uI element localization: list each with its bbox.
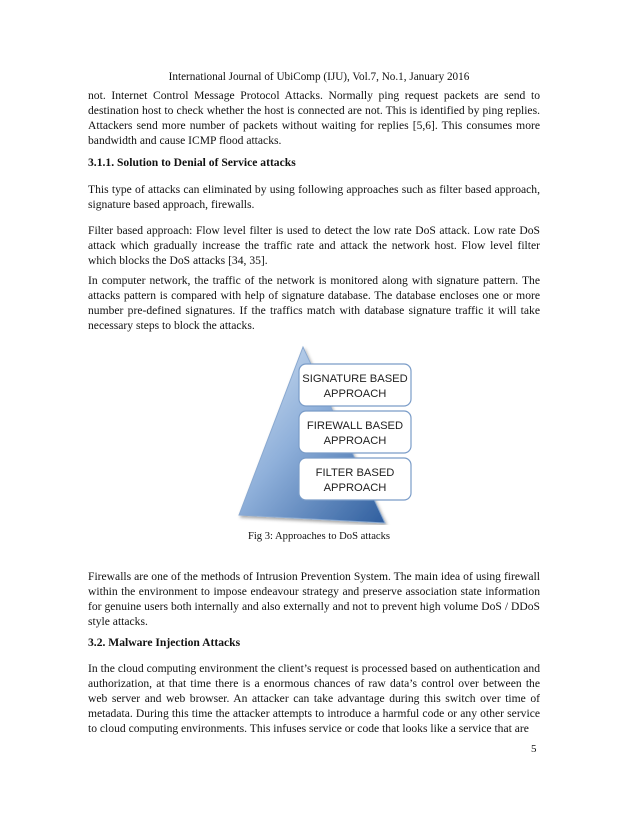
box-label-line2: APPROACH (323, 435, 387, 447)
paragraph-malware-injection: In the cloud computing environment the client’s request is processed based on authentication and authorization, at that time there is a enormous chances of raw data’s control over between the web server and web browser. An attacker can take advantage during this switch over time of metadata. During this time the attacker attempts to introduce a harmful code or any other service to cloud computing environments. This infuses service or code that looks like a service that are (88, 662, 540, 736)
paragraph-signature-approach: In computer network, the traffic of the network is monitored along with signature pattern. The attacks pattern is compared with help of signature database. The database encloses one or more number pre-defined signatures. If the traffics match with database signature traffic it will take necessary steps to block the attacks. (88, 274, 540, 333)
figure-caption: Fig 3: Approaches to DoS attacks (247, 531, 391, 542)
approach-box-filter (299, 458, 411, 500)
section-heading-3-1-1: 3.1.1. Solution to Denial of Service attacks (88, 156, 296, 169)
box-label-line1: SIGNATURE BASED (302, 373, 408, 385)
pyramid-diagram (235, 343, 420, 525)
paragraph-firewalls: Firewalls are one of the methods of Intrusion Prevention System. The main idea of using firewall within the environment to impose endeavour strategy and preserve association state information for genuine users both internally and also externally and not to prevent high volume DoS / DDoS style attacks. (88, 570, 540, 629)
figure-dos-approaches (235, 343, 420, 525)
approach-box-signature (299, 364, 411, 406)
approach-box-firewall (299, 411, 411, 453)
box-label-line1: FIREWALL BASED (306, 420, 404, 432)
running-header: International Journal of UbiComp (IJU), Vol.7, No.1, January 2016 (168, 71, 470, 83)
box-label-line2: APPROACH (323, 388, 387, 400)
paragraph-approaches: This type of attacks can eliminated by using following approaches such as filter based approach, signature based approach, firewalls. (88, 183, 540, 212)
paragraph-filter-approach: Filter based approach: Flow level filter is used to detect the low rate DoS attack. Low rate DoS attack which gradually increase the traffic rate and attack the network host. Flow level filter which blocks the DoS attacks [34, 35]. (88, 224, 540, 268)
paragraph-intro: not. Internet Control Message Protocol Attacks. Normally ping request packets are send to destination host to check whether the host is connected are not. This is identified by ping replies. Attackers send more number of packets without waiting for replies [5,6]. This consumes more bandwidth and cause ICMP flood attacks. (88, 89, 540, 148)
box-label-line1: FILTER BASED (315, 467, 395, 479)
page-number: 5 (531, 743, 537, 755)
box-label-line2: APPROACH (323, 482, 387, 494)
section-heading-3-2: 3.2. Malware Injection Attacks (88, 636, 241, 649)
